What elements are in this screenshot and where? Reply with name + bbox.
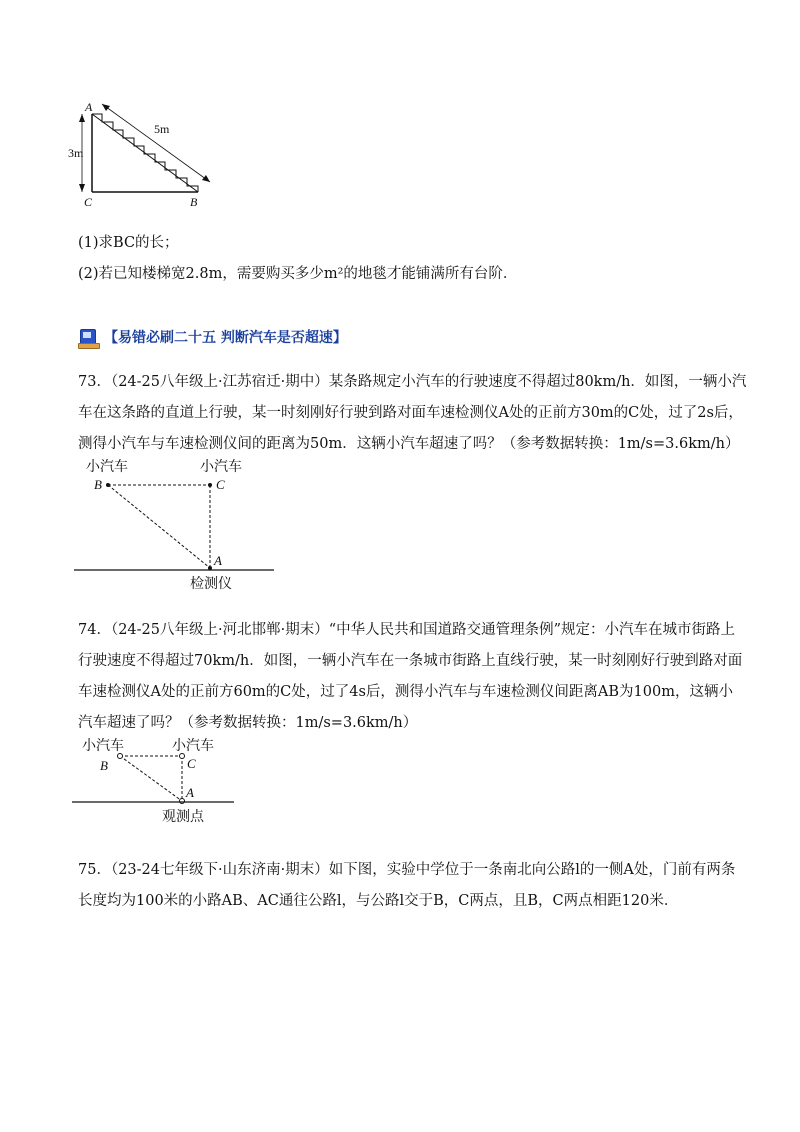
q74-observer-label: 观测点 bbox=[162, 810, 204, 825]
q74-label-B: B bbox=[100, 758, 108, 773]
stairs-label-5m: 5m bbox=[154, 122, 170, 136]
q74-line-2: 行驶速度不得超过70km/h．如图，一辆小汽车在一条城市街路上直线行驶，某一时刻刚好行驶到路对面 bbox=[78, 653, 743, 669]
q74-label-A: A bbox=[186, 785, 194, 800]
q73-detector-label: 检测仪 bbox=[190, 577, 232, 592]
q73-label-B: B bbox=[94, 477, 102, 492]
stairs-label-3m: 3m bbox=[68, 146, 84, 160]
q73-line-1: 73．（24-25八年级上·江苏宿迁·期中）某条路规定小汽车的行驶速度不得超过80km/h．如图，一辆小汽 bbox=[78, 374, 747, 390]
stairs-figure bbox=[70, 100, 230, 210]
question-part-2: (2)若已知楼梯宽2.8m，需要购买多少m²的地毯才能铺满所有台阶． bbox=[78, 266, 518, 282]
q74-car-left-label: 小汽车 bbox=[82, 739, 124, 754]
q74-car-right-label: 小汽车 bbox=[172, 739, 214, 754]
q74-line-4: 汽车超速了吗？（参考数据转换：1m/s=3.6km/h） bbox=[78, 715, 418, 731]
q73-label-A: A bbox=[214, 553, 222, 568]
q73-line-3: 测得小汽车与车速检测仪间的距离为50m．这辆小汽车超速了吗？（参考数据转换：1m/s=3.6km/h） bbox=[78, 436, 740, 452]
q73-car-left-label: 小汽车 bbox=[86, 460, 128, 475]
q74-figure bbox=[70, 735, 250, 830]
stairs-label-B: B bbox=[190, 195, 198, 209]
section-title: 【易错必刷二十五 判断汽车是否超速】 bbox=[104, 330, 347, 346]
question-part-1: (1)求BC的长； bbox=[78, 235, 179, 251]
q75-line-2: 长度均为100米的小路AB、AC通往公路l，与公路l交于B，C两点，且B，C两点相距120米． bbox=[78, 893, 679, 909]
q73-car-right-label: 小汽车 bbox=[200, 460, 242, 475]
q73-figure bbox=[70, 455, 290, 595]
stairs-label-A: A bbox=[85, 100, 93, 114]
stairs-label-C: C bbox=[84, 195, 93, 209]
q73-line-2: 车在这条路的直道上行驶，某一时刻刚好行驶到路对面车速检测仪A处的正前方30m的C处，过了2s后， bbox=[78, 405, 743, 421]
q75-line-1: 75．（23-24七年级下·山东济南·期末）如下图，实验中学位于一条南北向公路l的一侧A处，门前有两条 bbox=[78, 862, 736, 878]
book-icon bbox=[78, 327, 100, 347]
section-header bbox=[78, 327, 347, 347]
q74-label-C: C bbox=[187, 756, 196, 771]
q73-label-C: C bbox=[216, 477, 225, 492]
q74-line-1: 74．（24-25八年级上·河北邯郸·期末）“中华人民共和国道路交通管理条例”规定：小汽车在城市街路上 bbox=[78, 622, 736, 638]
q74-line-3: 车速检测仪A处的正前方60m的C处，过了4s后，测得小汽车与车速检测仪间距离AB为100m，这辆小 bbox=[78, 684, 733, 700]
